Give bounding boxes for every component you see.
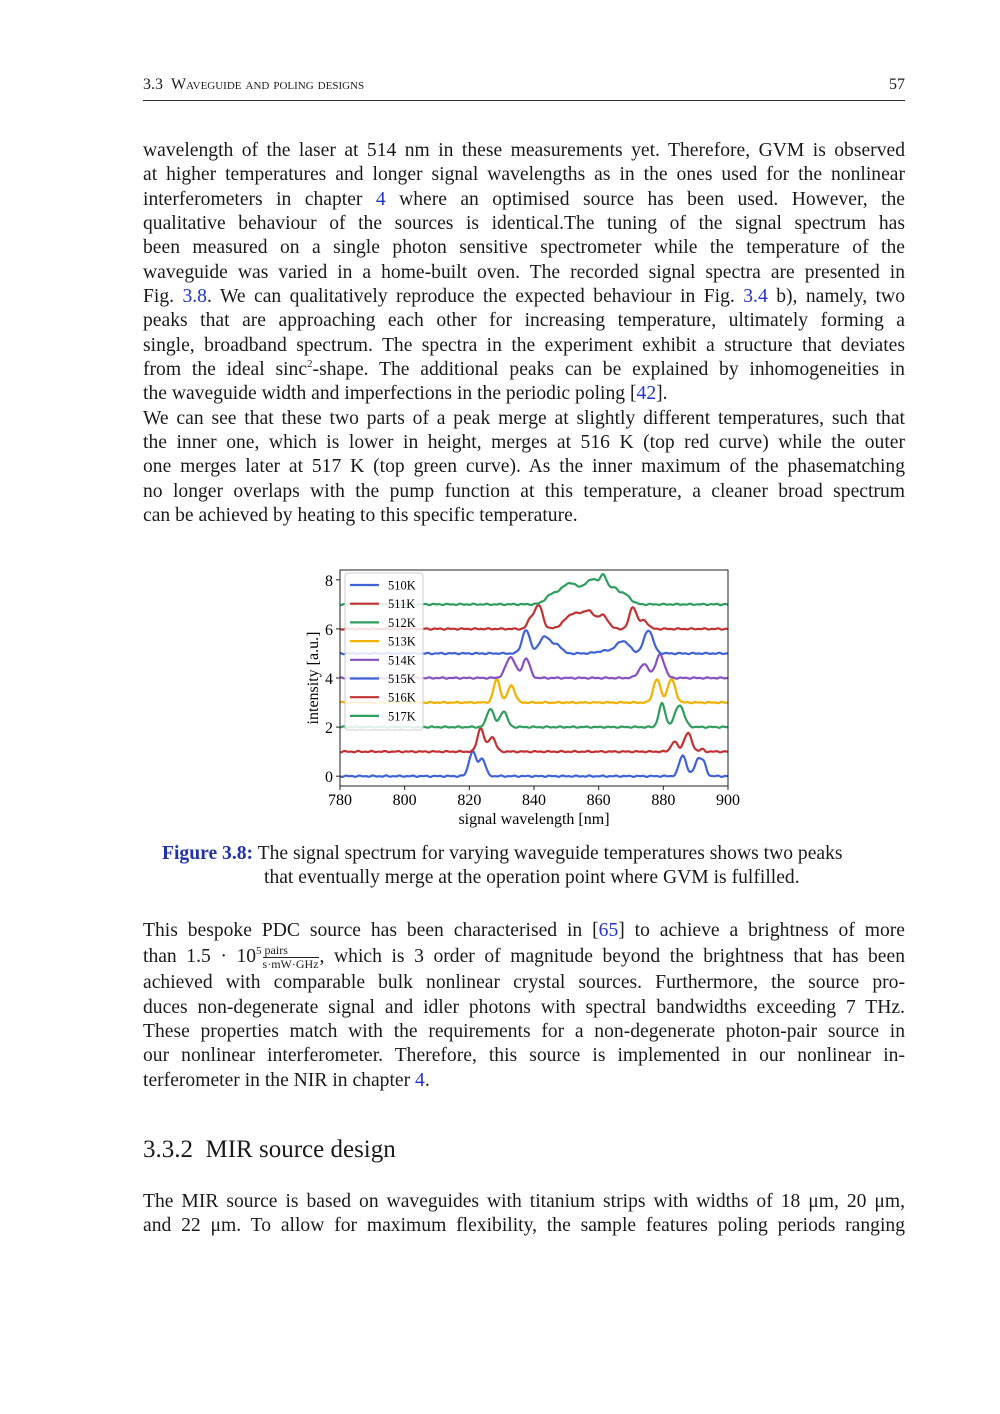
- text-line: at higher temperatures and longer signal wavelengths as in the ones used for the nonlinear: [143, 164, 905, 186]
- y-tick-label: 2: [325, 720, 333, 738]
- text-line: The MIR source is based on waveguides with titanium strips with widths of 18 μm, 20 μm,: [143, 1191, 905, 1212]
- fraction-numerator: pairs: [263, 944, 319, 958]
- superscript: 2: [307, 358, 313, 371]
- x-tick-label: 840: [522, 792, 546, 809]
- body-paragraph-3: [143, 1190, 905, 1239]
- x-axis-label: signal wavelength [nm]: [458, 811, 610, 828]
- body-paragraph-2: [143, 919, 905, 1093]
- text-span: where an optimised source has been used. However, the: [385, 188, 905, 210]
- header-title: Waveguide and poling designs: [171, 76, 365, 93]
- x-tick-label: 880: [651, 792, 676, 809]
- x-tick-label: 860: [586, 792, 611, 809]
- legend-label: 513K: [388, 634, 416, 649]
- text-span: , which is 3 order of magnitude beyond the brightness that has been: [319, 946, 905, 968]
- x-tick-label: 820: [457, 792, 482, 809]
- text-span: .: [424, 1069, 430, 1091]
- text-span: Fig.: [143, 286, 183, 308]
- legend-label: 514K: [388, 653, 416, 668]
- y-axis-label: intensity [a.u.]: [305, 631, 322, 725]
- cross-reference-link[interactable]: 4: [375, 188, 386, 210]
- text-span: the waveguide width and imperfections in the periodic poling [: [143, 383, 637, 405]
- text-line: and 22 μm. To allow for maximum flexibility, the sample features poling periods ranging: [143, 1215, 905, 1237]
- legend-label: 510K: [388, 578, 416, 593]
- text-line: waveguide was varied in a home-built oven. The recorded signal spectra are presented in: [143, 261, 905, 283]
- figure-caption-line-1: [162, 843, 843, 865]
- text-line: These properties match with the requirements for a non-degenerate photon-pair source in: [143, 1021, 905, 1043]
- cross-reference-link[interactable]: 65: [598, 920, 619, 941]
- x-tick-label: 900: [716, 792, 740, 809]
- y-tick-label: 0: [325, 769, 333, 787]
- header-section-number: 3.3: [143, 76, 163, 93]
- text-line: achieved with comparable bulk nonlinear crystal sources. Furthermore, the source pro-: [143, 972, 905, 994]
- text-line: can be achieved by heating to this specific temperature.: [143, 505, 578, 527]
- text-span: from the ideal sinc: [143, 359, 308, 381]
- y-tick-label: 4: [325, 671, 333, 688]
- text-line: one merges later at 517 K (top green curve). As the inner maximum of the phasematching: [143, 456, 905, 478]
- legend-label: 511K: [388, 597, 416, 612]
- text-span: than 1.5 · 10: [143, 946, 257, 968]
- legend-label: 516K: [388, 690, 416, 705]
- text-line: duces non-degenerate signal and idler photons with spectral bandwidths exceeding 7 THz.: [143, 996, 905, 1018]
- text-span: This bespoke PDC source has been characterised in [: [143, 920, 599, 941]
- text-span: ] to achieve a brightness of more: [618, 920, 905, 941]
- subsection-heading: [143, 1136, 396, 1164]
- text-span: terferometer in the NIR in chapter: [143, 1069, 416, 1091]
- fraction-denominator: s·mW·GHz: [262, 957, 319, 972]
- subsection-title: MIR source design: [205, 1136, 396, 1163]
- text-span: ].: [656, 383, 668, 405]
- x-tick-label: 780: [328, 792, 352, 809]
- text-line: peaks that are approaching each other for increasing temperature, ultimately forming a: [143, 310, 905, 332]
- text-line: no longer overlaps with the pump function at this temperature, a cleaner broad spectrum: [143, 480, 905, 502]
- cross-reference-link[interactable]: 4: [415, 1069, 425, 1091]
- legend-label: 512K: [388, 615, 416, 630]
- legend-label: 515K: [388, 672, 416, 686]
- text-line: been measured on a single photon sensitive spectrometer while the temperature of the: [143, 237, 905, 259]
- cross-reference-link[interactable]: 42: [636, 383, 657, 405]
- text-span: . We can qualitatively reproduce the expected behaviour in Fig.: [206, 286, 744, 308]
- page-number: 57: [889, 76, 905, 93]
- figure-label: Figure 3.8:: [162, 843, 254, 864]
- text-span: interferometers in chapter: [143, 188, 376, 210]
- text-line: the inner one, which is lower in height, merges at 516 K (top red curve) while the outer: [143, 432, 905, 454]
- text-line: [143, 943, 905, 971]
- text-line: [143, 919, 905, 943]
- unit-fraction: [263, 944, 319, 971]
- text-line: wavelength of the laser at 514 nm in these measurements yet. Therefore, GVM is observed: [143, 140, 905, 161]
- subsection-number: 3.3.2: [143, 1136, 193, 1163]
- superscript: 5: [256, 945, 262, 958]
- series-line-511K: [340, 728, 728, 752]
- cross-reference-link[interactable]: 3.8: [182, 286, 207, 308]
- text-span: b), namely, two: [767, 286, 905, 308]
- y-tick-label: 6: [325, 621, 333, 639]
- series-line-510K: [340, 751, 728, 777]
- text-line: qualitative behaviour of the sources is identical.The tuning of the signal spectrum has: [143, 213, 905, 235]
- x-tick-label: 800: [392, 792, 417, 809]
- caption-text-1: The signal spectrum for varying waveguide temperatures shows two peaks: [257, 843, 843, 864]
- text-line: [143, 1069, 905, 1093]
- text-line: our nonlinear interferometer. Therefore, this source is implemented in our nonlinear in-: [143, 1045, 905, 1067]
- caption-text-2: that eventually merge at the operation point where GVM is fulfilled.: [264, 867, 800, 888]
- text-line: We can see that these two parts of a peak merge at slightly different temperatures, such that: [143, 407, 905, 429]
- text-line: single, broadband spectrum. The spectra in the experiment exhibit a structure that deviates: [143, 334, 905, 356]
- y-tick-label: 8: [325, 572, 333, 590]
- cross-reference-link[interactable]: 3.4: [743, 286, 768, 308]
- text-span: -shape. The additional peaks can be explained by inhomogeneities in: [312, 359, 905, 381]
- legend-label: 517K: [388, 709, 416, 724]
